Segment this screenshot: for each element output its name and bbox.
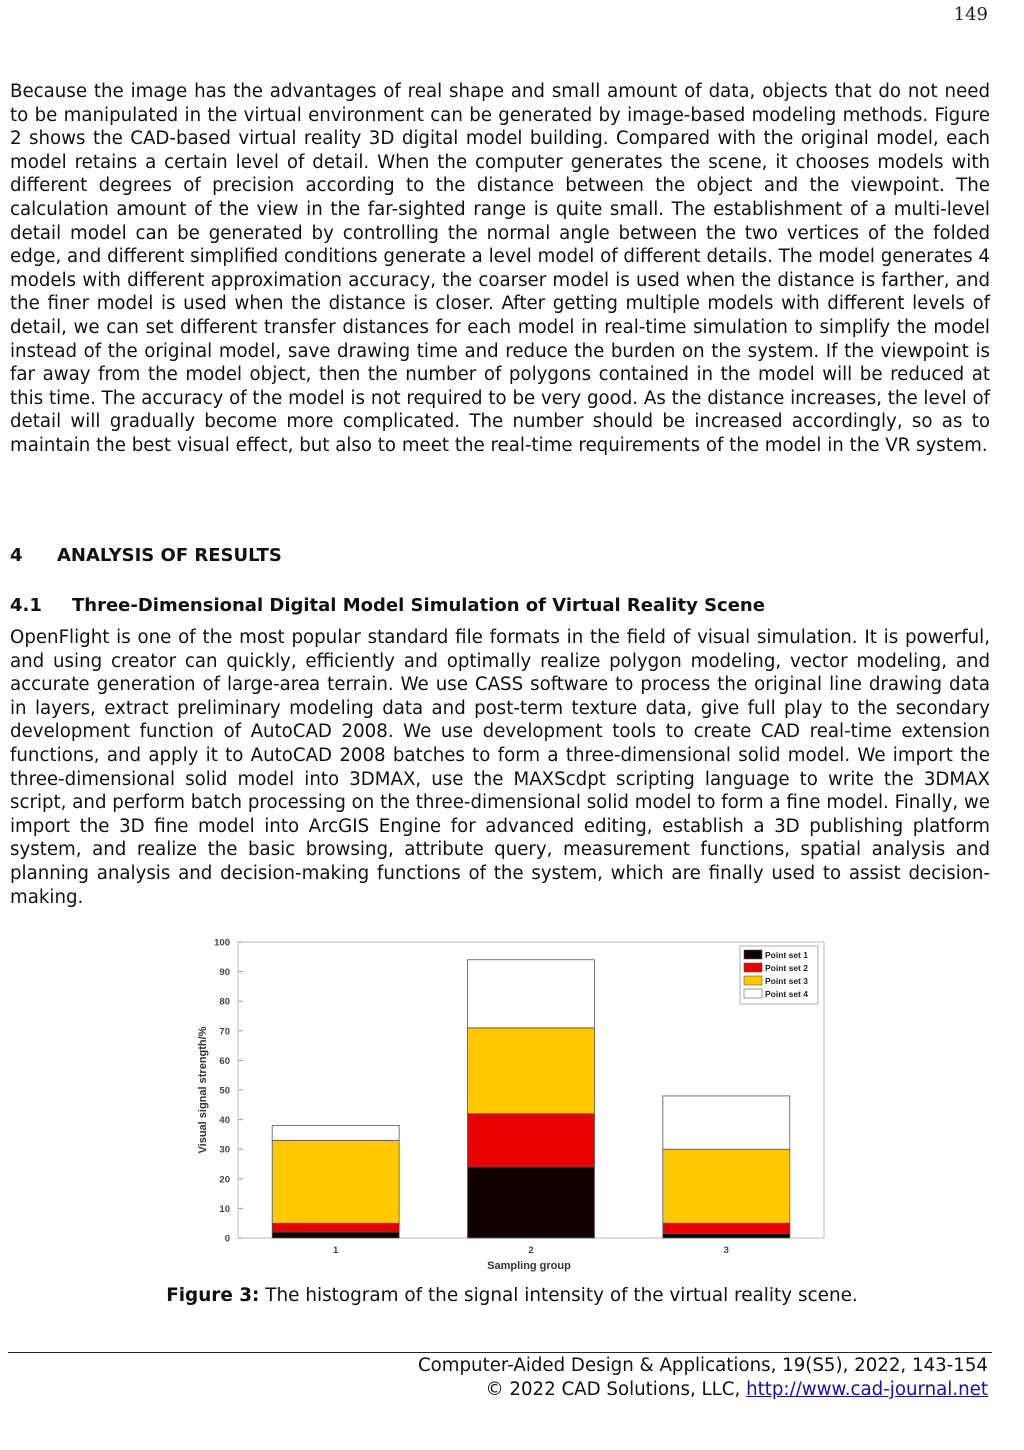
legend-entry: Point set 2	[765, 963, 808, 973]
y-tick-label: 60	[219, 1055, 230, 1067]
y-tick-label: 100	[214, 937, 230, 949]
figure-caption-text: The histogram of the signal intensity of the virtual reality scene.	[259, 1285, 858, 1306]
bar-segment	[272, 1140, 399, 1223]
y-tick-label: 10	[219, 1203, 230, 1215]
bar-segment	[272, 1232, 399, 1238]
y-tick-label: 70	[219, 1026, 230, 1038]
x-tick-label: 2	[528, 1245, 534, 1256]
legend-entry: Point set 4	[765, 989, 808, 999]
bar-segment	[468, 960, 595, 1028]
y-tick-label: 80	[219, 996, 230, 1008]
stacked-bar-chart	[190, 930, 840, 1275]
legend-swatch	[744, 950, 762, 959]
bar-segment	[272, 1126, 399, 1141]
y-tick-label: 20	[219, 1174, 230, 1186]
footer-journal: Computer-Aided Design & Applications, 19(S5), 2022, 143-154	[417, 1355, 988, 1376]
legend-swatch	[744, 989, 762, 998]
y-tick-label: 30	[219, 1144, 230, 1156]
figure-caption	[0, 1285, 1024, 1306]
bar-segment	[468, 1114, 595, 1167]
legend-entry: Point set 3	[765, 976, 808, 986]
section-number: 4	[10, 545, 23, 566]
section-heading	[10, 545, 282, 566]
y-tick-label: 50	[219, 1085, 230, 1097]
bar-segment	[468, 1028, 595, 1114]
footer	[418, 1354, 988, 1402]
bar-segment	[272, 1223, 399, 1232]
bar-segment	[663, 1234, 790, 1238]
footer-rule	[8, 1352, 992, 1353]
body-paragraph-1: Because the image has the advantages of real shape and small amount of data, objects that do not need to be manipulated in the virtual environment can be generated by image-based modeling methods. Figure 2 shows the CAD-based virtual reality 3D digital model building. Compared with the original model, each model retains a certain level of detail. When the computer generates the scene, it chooses models with different degrees of precision according to the distance between the object and the viewpoint. The calculation amount of the view in the far-sighted range is quite small. The establishment of a multi-level detail model can be generated by controlling the normal angle between the two vertices of the folded edge, and different simplified conditions generate a level model of different details. The model generates 4 models with different approximation accuracy, the coarser model is used when the distance is farther, and the finer model is used when the distance is closer. After getting multiple models with different levels of detail, we can set different transfer distances for each model in real-time simulation to simplify the model instead of the original model, save drawing time and reduce the burden on the system. If the viewpoint is far away from the model object, then the number of polygons contained in the model will be reduced at this time. The accuracy of the model is not required to be very good. As the distance increases, the level of detail will gradually become more complicated. The number should be increased accordingly, so as to maintain the best visual effect, but also to meet the real-time requirements of the model in the VR system.	[10, 81, 990, 456]
section-title: ANALYSIS OF RESULTS	[57, 545, 282, 566]
subsection-heading	[10, 595, 765, 616]
bar-segment	[468, 1167, 595, 1238]
bar-segment	[663, 1149, 790, 1223]
subsection-title: Three-Dimensional Digital Model Simulation of Virtual Reality Scene	[72, 595, 765, 616]
y-tick-label: 40	[219, 1115, 230, 1127]
figure-label: Figure 3:	[166, 1285, 260, 1306]
chart-bars	[272, 960, 790, 1238]
legend-swatch	[744, 963, 762, 972]
y-axis-label: Visual signal strength/%	[197, 1026, 209, 1154]
x-tick-label: 1	[333, 1245, 339, 1256]
y-tick-label: 90	[219, 967, 230, 979]
chart-legend	[740, 946, 818, 1004]
bar-segment	[663, 1223, 790, 1233]
legend-entry: Point set 1	[765, 950, 808, 960]
x-tick-label: 3	[723, 1245, 729, 1256]
bar-segment	[663, 1096, 790, 1149]
subsection-number: 4.1	[10, 595, 42, 616]
page-number: 149	[953, 4, 988, 25]
footer-copyright-line	[418, 1378, 988, 1402]
journal-link[interactable]: http://www.cad-journal.net	[746, 1379, 988, 1400]
body-paragraph-2: OpenFlight is one of the most popular standard file formats in the field of visual simulation. It is powerful, and using creator can quickly, efficiently and optimally realize polygon modeling, vector modeling, and accurate generation of large-area terrain. We use CASS software to process the original line drawing data in layers, extract preliminary modeling data and post-term texture data, give full play to the secondary development function of AutoCAD 2008. We use development tools to create CAD real-time extension functions, and apply it to AutoCAD 2008 batches to form a three-dimensional solid model. We import the three-dimensional solid model into 3DMAX, use the MAXScdpt scripting language to write the 3DMAX script, and perform batch processing on the three-dimensional solid model to form a fine model. Finally, we import the 3D fine model into ArcGIS Engine for advanced editing, establish a 3D publishing platform system, and realize the basic browsing, attribute query, measurement functions, spatial analysis and planning analysis and decision-making functions of the system, which are finally used to assist decision-making.	[10, 627, 990, 908]
y-tick-label: 0	[224, 1233, 230, 1245]
footer-copyright: © 2022 CAD Solutions, LLC,	[485, 1379, 747, 1400]
legend-swatch	[744, 976, 762, 985]
figure-3-chart	[190, 930, 840, 1275]
x-axis-label: Sampling group	[487, 1260, 571, 1272]
